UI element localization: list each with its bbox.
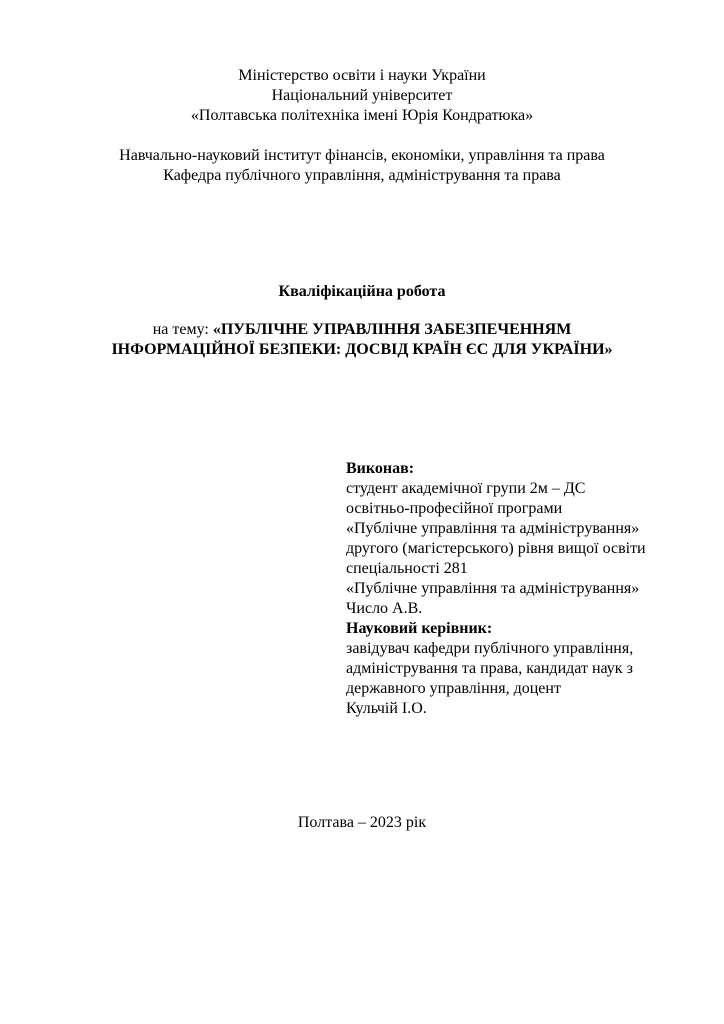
executor-line: другого (магістерського) рівня вищої освіти [346,540,646,557]
topic-prefix: на тему: [152,321,213,338]
university-name-line: «Полтавська політехніка імені Юрія Кондратюка» [190,107,534,124]
institute-line: Навчально-науковий інститут фінансів, економіки, управління та права [119,147,605,164]
executor-heading: Виконав: [346,460,415,477]
topic-title-part-1: «ПУБЛІЧНЕ УПРАВЛІННЯ ЗАБЕЗПЕЧЕННЯМ [212,321,572,338]
executor-line: «Публічне управління та адміністрування» [346,520,640,537]
work-topic [0,320,724,360]
topic-title-part-2: ІНФОРМАЦІЙНОЇ БЕЗПЕКИ: ДОСВІД КРАЇН ЄС ДЛЯ УКРАЇНИ» [111,341,613,358]
supervisor-heading: Науковий керівник: [346,620,493,637]
executor-line: освітньо-професійної програми [346,500,563,517]
topic-line-1 [0,320,724,340]
executor-line: студент академічної групи 2м – ДС [346,480,586,497]
university-header [0,66,724,186]
executor-line: спеціальності 281 [346,560,468,577]
place-year-footer: Полтава – 2023 рік [297,814,427,831]
supervisor-line: завідувач кафедри публічного управління, [346,640,634,657]
ministry-line: Міністерство освіти і науки України [238,67,486,84]
supervisor-line: адміністрування та права, кандидат наук з [346,660,633,677]
department-line: Кафедра публічного управління, адміністрування та права [163,167,561,184]
executor-name: Число А.В. [346,600,423,617]
supervisor-name: Кульчій І.О. [346,700,427,717]
executor-line: «Публічне управління та адміністрування» [346,580,640,597]
university-line: Національний університет [271,87,453,104]
executor-info [346,459,676,719]
supervisor-line: державного управління, доцент [346,680,561,697]
header-spacer [0,126,724,146]
work-type-title: Кваліфікаційна робота [278,283,446,300]
